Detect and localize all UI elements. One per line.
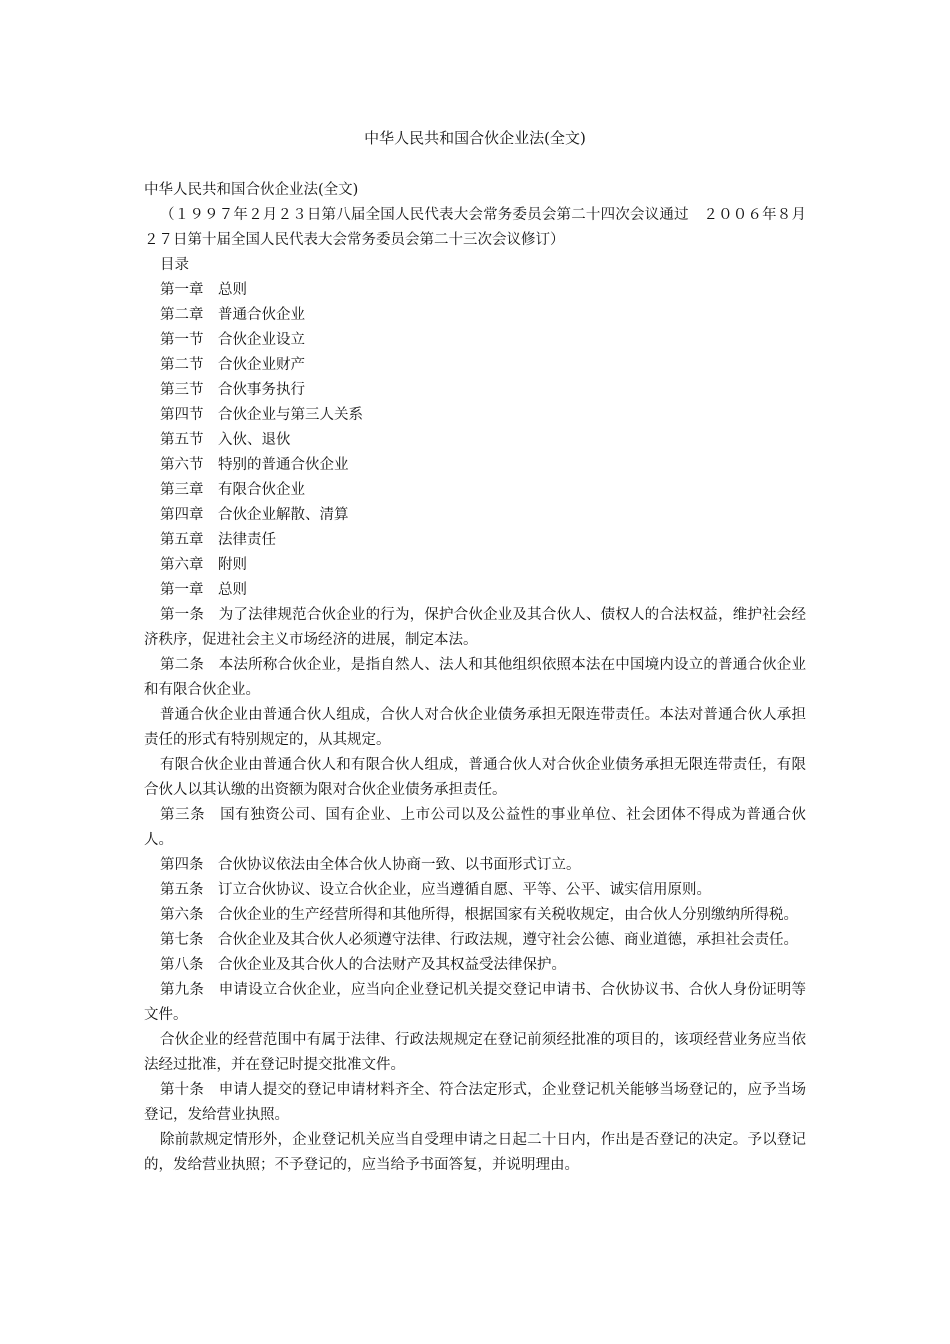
paragraph: 合伙企业的经营范围中有属于法律、行政法规规定在登记前须经批准的项目的，该项经营业务应当依法经过批准，并在登记时提交批准文件。 xyxy=(144,1032,806,1073)
paragraph: 第四章 合伙企业解散、清算 xyxy=(160,507,349,523)
paragraph: 第六章 附则 xyxy=(160,557,247,573)
paragraph: 中华人民共和国合伙企业法(全文) xyxy=(144,182,359,198)
paragraph: 第一章 总则 xyxy=(160,582,247,598)
paragraph: 第七条 合伙企业及其合伙人必须遵守法律、行政法规，遵守社会公德、商业道德，承担社会责任。 xyxy=(160,932,798,948)
paragraph: 除前款规定情形外，企业登记机关应当自受理申请之日起二十日内，作出是否登记的决定。予以登记的，发给营业执照；不予登记的，应当给予书面答复，并说明理由。 xyxy=(144,1132,806,1173)
paragraph: 普通合伙企业由普通合伙人组成，合伙人对合伙企业债务承担无限连带责任。本法对普通合伙人承担责任的形式有特别规定的，从其规定。 xyxy=(144,707,806,748)
paragraph: （１９９７年２月２３日第八届全国人民代表大会常务委员会第二十四次会议通过 ２００６年８月２７日第十届全国人民代表大会常务委员会第二十三次会议修订） xyxy=(144,207,806,248)
paragraph: 第六条 合伙企业的生产经营所得和其他所得，根据国家有关税收规定，由合伙人分别缴纳所得税。 xyxy=(160,907,798,923)
paragraph: 有限合伙企业由普通合伙人和有限合伙人组成，普通合伙人对合伙企业债务承担无限连带责任，有限合伙人以其认缴的出资额为限对合伙企业债务承担责任。 xyxy=(144,757,806,798)
paragraph: 第二章 普通合伙企业 xyxy=(160,307,305,323)
paragraph: 第四条 合伙协议依法由全体合伙人协商一致、以书面形式订立。 xyxy=(160,857,581,873)
paragraph: 第六节 特别的普通合伙企业 xyxy=(160,457,349,473)
paragraph: 第二条 本法所称合伙企业，是指自然人、法人和其他组织依照本法在中国境内设立的普通合伙企业和有限合伙企业。 xyxy=(144,657,806,698)
paragraph: 第十条 申请人提交的登记申请材料齐全、符合法定形式，企业登记机关能够当场登记的，应予当场登记，发给营业执照。 xyxy=(144,1082,806,1123)
paragraph: 第八条 合伙企业及其合伙人的合法财产及其权益受法律保护。 xyxy=(160,957,566,973)
document-body xyxy=(144,178,806,1178)
paragraph: 第九条 申请设立合伙企业，应当向企业登记机关提交登记申请书、合伙协议书、合伙人身份证明等文件。 xyxy=(144,982,806,1023)
paragraph: 第一条 为了法律规范合伙企业的行为，保护合伙企业及其合伙人、债权人的合法权益，维护社会经济秩序，促进社会主义市场经济的进展，制定本法。 xyxy=(144,607,806,648)
paragraph: 第五条 订立合伙协议、设立合伙企业，应当遵循自愿、平等、公平、诚实信用原则。 xyxy=(160,882,711,898)
paragraph: 第三章 有限合伙企业 xyxy=(160,482,305,498)
paragraph: 第三条 国有独资公司、国有企业、上市公司以及公益性的事业单位、社会团体不得成为普通合伙人。 xyxy=(144,807,806,848)
paragraph: 第五章 法律责任 xyxy=(160,532,276,548)
paragraph: 第三节 合伙事务执行 xyxy=(160,382,305,398)
paragraph: 第二节 合伙企业财产 xyxy=(160,357,305,373)
paragraph: 第一节 合伙企业设立 xyxy=(160,332,305,348)
paragraph: 第一章 总则 xyxy=(160,282,247,298)
paragraph: 第四节 合伙企业与第三人关系 xyxy=(160,407,363,423)
paragraph: 目录 xyxy=(160,257,189,273)
document-title: 中华人民共和国合伙企业法(全文) xyxy=(364,129,586,147)
paragraph: 第五节 入伙、退伙 xyxy=(160,432,291,448)
